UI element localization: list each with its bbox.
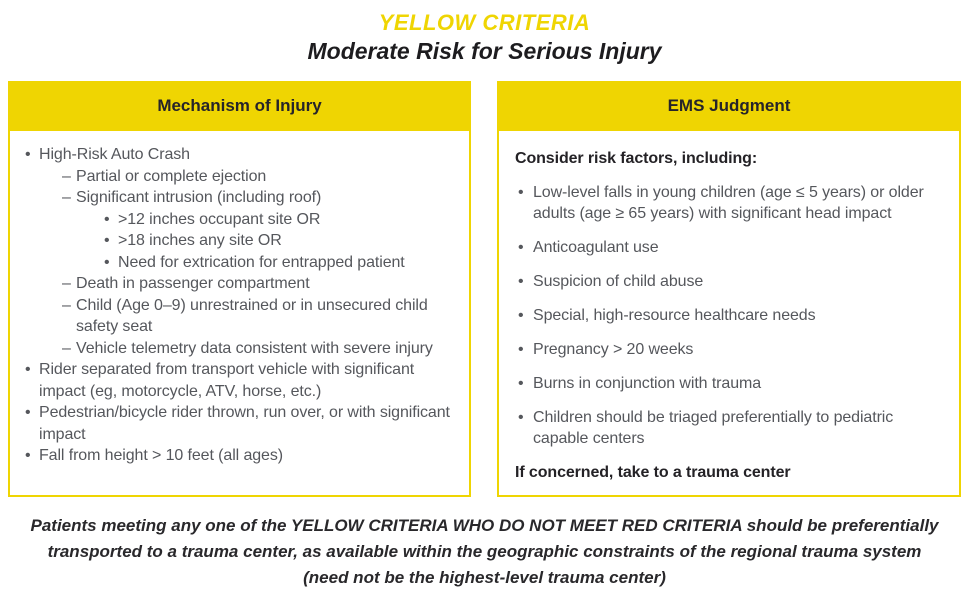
criteria-item: – Child (Age 0–9) unrestrained or in unsecured child safety seat xyxy=(24,295,455,338)
criteria-item: • Fall from height > 10 feet (all ages) xyxy=(24,445,455,467)
footer-line: Patients meeting any one of the YELLOW CRITERIA WHO DO NOT MEET RED CRITERIA should be preferentially xyxy=(30,516,939,535)
mechanism-panel-body xyxy=(8,131,471,497)
criteria-panels xyxy=(8,81,961,497)
criteria-item: – Significant intrusion (including roof) xyxy=(24,187,455,209)
risk-factor-item: • Low-level falls in young children (age ≤ 5 years) or older adults (age ≥ 65 years) with significant head impact xyxy=(515,182,943,224)
ems-panel-body xyxy=(497,131,961,497)
criteria-item: • High-Risk Auto Crash xyxy=(24,144,455,166)
mechanism-of-injury-panel xyxy=(8,81,471,497)
criteria-item: • >18 inches any site OR xyxy=(24,230,455,252)
criteria-item: – Partial or complete ejection xyxy=(24,166,455,188)
risk-factor-item: • Special, high-resource healthcare needs xyxy=(515,305,943,326)
page-subtitle: Moderate Risk for Serious Injury xyxy=(307,38,662,64)
criteria-item: • Rider separated from transport vehicle with significant impact (eg, motorcycle, ATV, horse, etc.) xyxy=(24,359,455,402)
footer-line: (need not be the highest-level trauma center) xyxy=(303,568,666,587)
ems-judgment-panel xyxy=(497,81,961,497)
risk-factor-item: • Pregnancy > 20 weeks xyxy=(515,339,943,360)
criteria-item: – Vehicle telemetry data consistent with severe injury xyxy=(24,338,455,360)
ems-outro-text: If concerned, take to a trauma center xyxy=(515,464,791,481)
mechanism-panel-header: Mechanism of Injury xyxy=(8,81,471,131)
page-title: YELLOW CRITERIA xyxy=(378,10,591,35)
footer-note xyxy=(0,513,969,591)
criteria-item: • Pedestrian/bicycle rider thrown, run over, or with significant impact xyxy=(24,402,455,445)
ems-panel-header: EMS Judgment xyxy=(497,81,961,131)
footer-line: transported to a trauma center, as available within the geographic constraints of the regional trauma system xyxy=(47,542,922,561)
ems-intro-text: Consider risk factors, including: xyxy=(515,150,758,167)
criteria-item: • >12 inches occupant site OR xyxy=(24,209,455,231)
risk-factor-item: • Suspicion of child abuse xyxy=(515,271,943,292)
criteria-item: • Need for extrication for entrapped patient xyxy=(24,252,455,274)
criteria-item: – Death in passenger compartment xyxy=(24,273,455,295)
risk-factor-item: • Anticoagulant use xyxy=(515,237,943,258)
risk-factor-item: • Children should be triaged preferentially to pediatric capable centers xyxy=(515,407,943,449)
risk-factor-item: • Burns in conjunction with trauma xyxy=(515,373,943,394)
